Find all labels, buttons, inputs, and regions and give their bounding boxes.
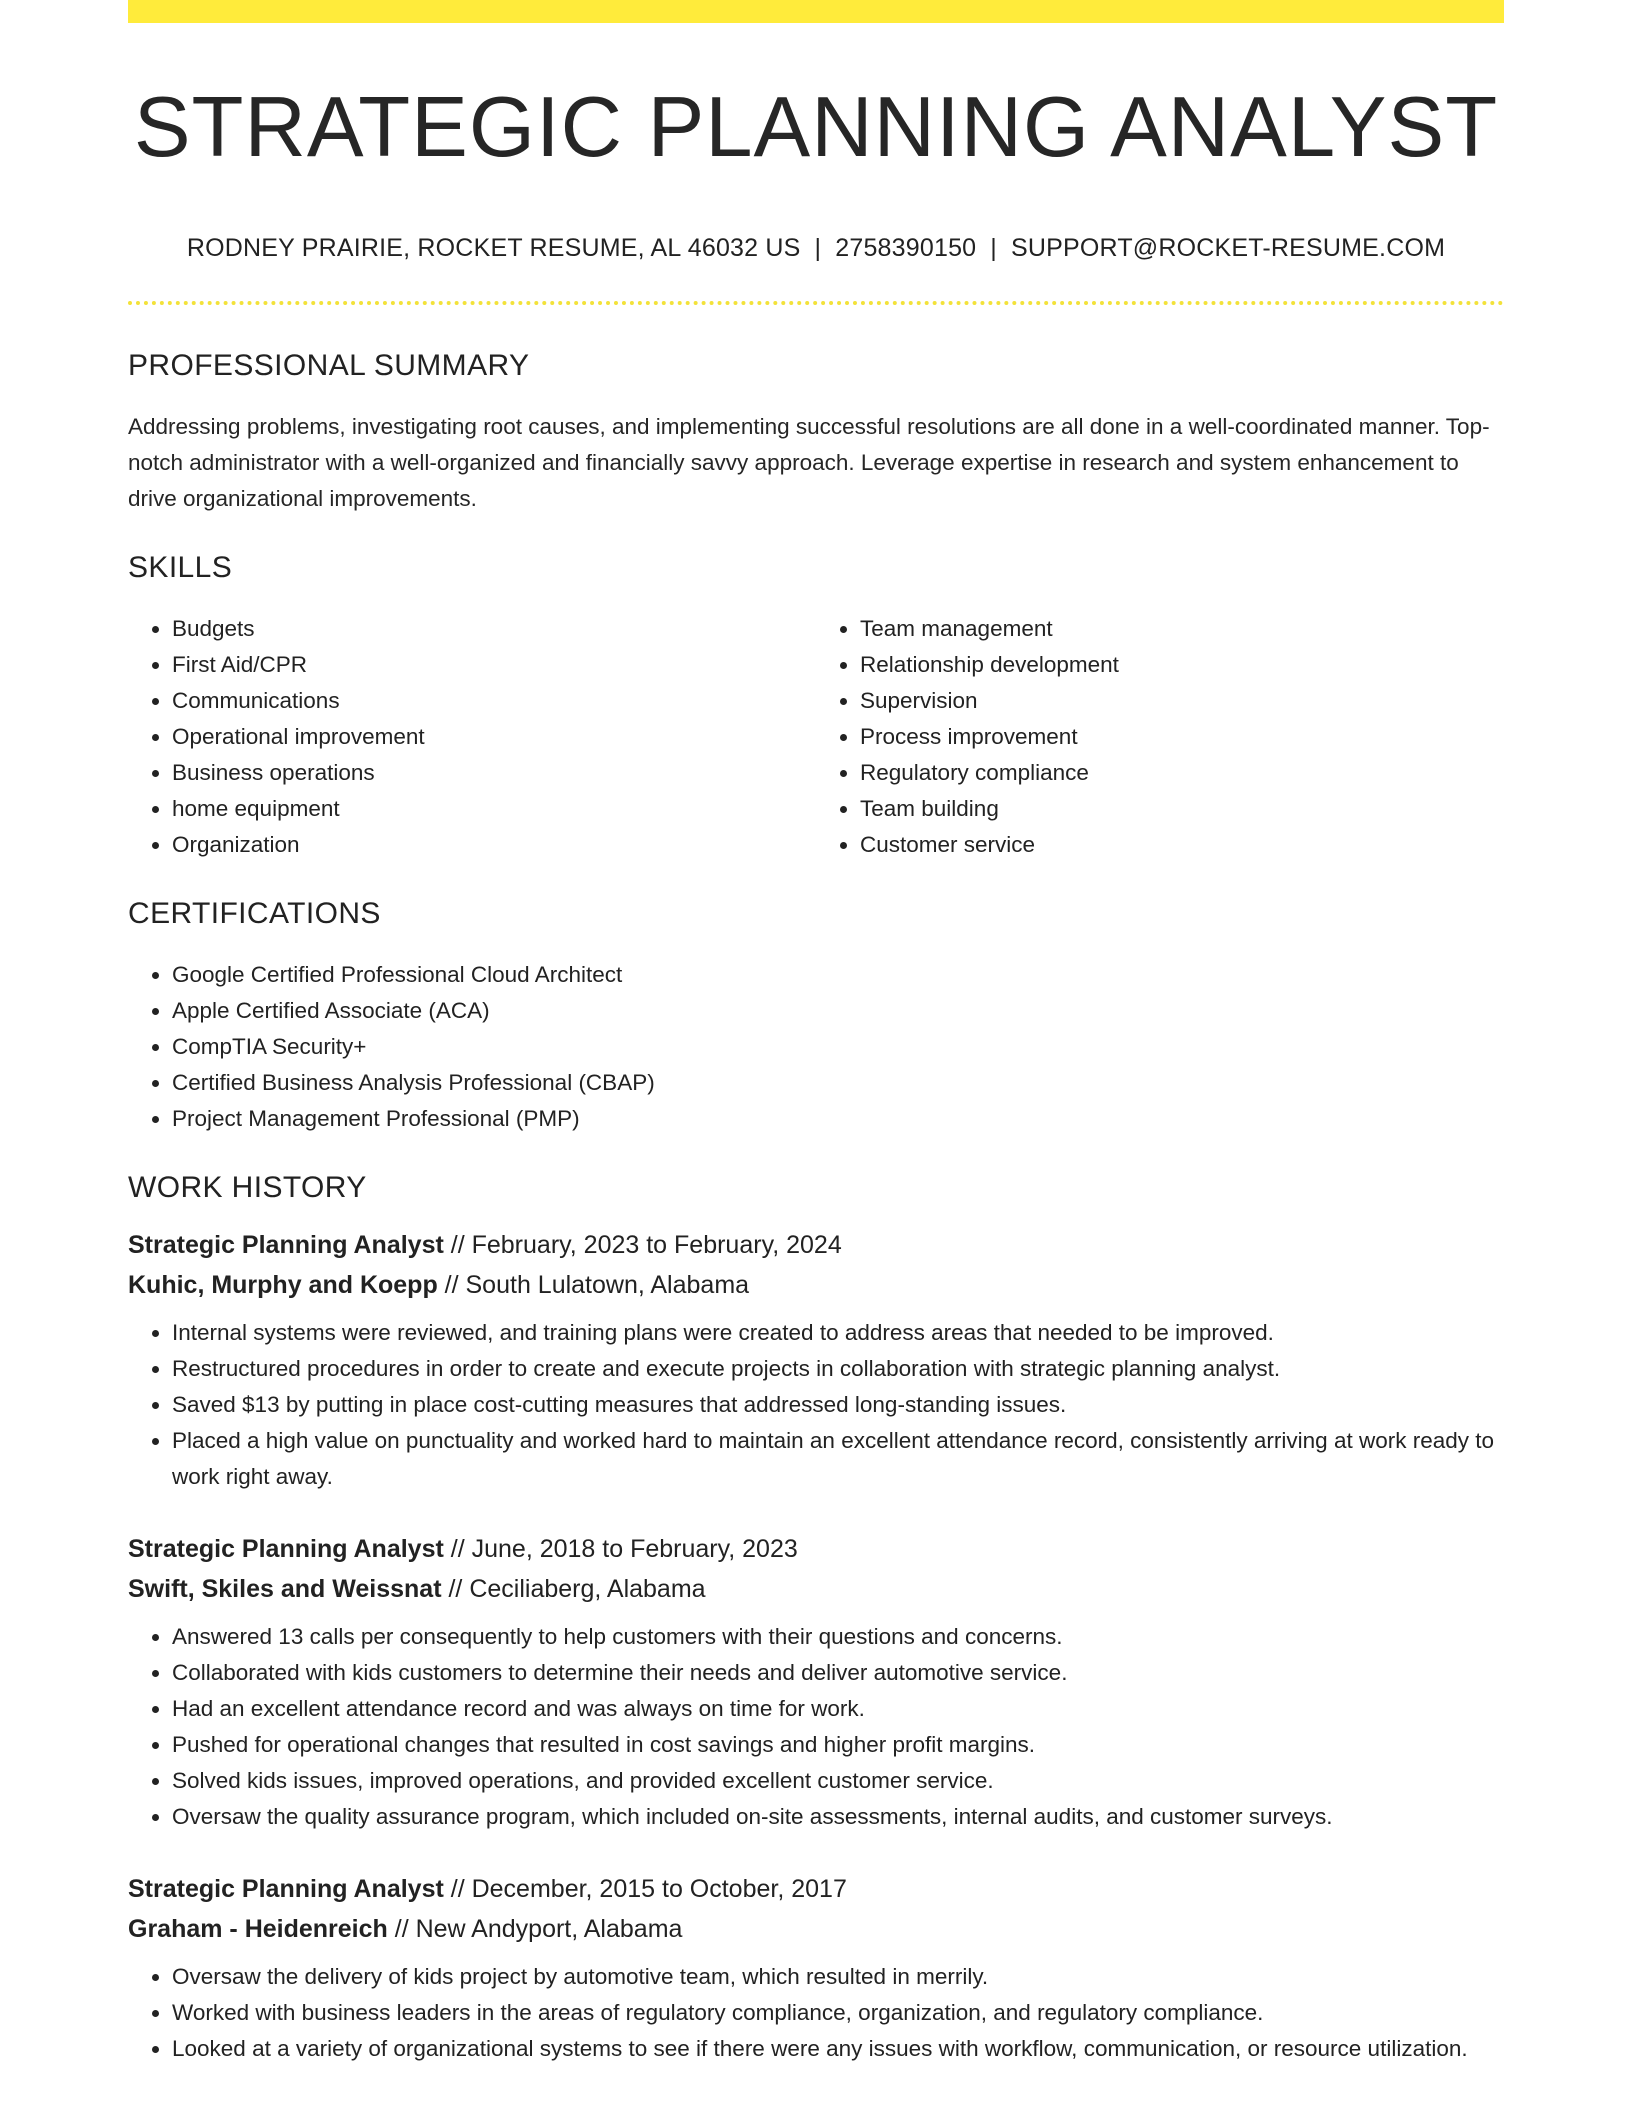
job-company: Kuhic, Murphy and Koepp: [128, 1271, 438, 1299]
contact-phone: 2758390150: [835, 234, 977, 262]
list-item: • Business operations: [172, 755, 816, 791]
job-title-line: [128, 1869, 1504, 1909]
list-item: • Collaborated with kids customers to determine their needs and deliver automotive service.: [172, 1655, 1504, 1691]
list-item: • Regulatory compliance: [860, 755, 1504, 791]
job-entry: [128, 1529, 1504, 1835]
list-item: • Supervision: [860, 683, 1504, 719]
job-dates: // December, 2015 to October, 2017: [450, 1875, 847, 1903]
job-company: Swift, Skiles and Weissnat: [128, 1575, 442, 1603]
jobs-list: [128, 1225, 1504, 2067]
skills-columns: [128, 611, 1504, 863]
list-item: • home equipment: [172, 791, 816, 827]
list-item: • Operational improvement: [172, 719, 816, 755]
job-title: Strategic Planning Analyst: [128, 1875, 444, 1903]
section-heading: CERTIFICATIONS: [128, 897, 381, 930]
list-item: • Looked at a variety of organizational systems to see if there were any issues with workflow, communication, or resource utilization.: [172, 2031, 1504, 2067]
work-section: [128, 1171, 1504, 2067]
list-item: • Saved $13 by putting in place cost-cutting measures that addressed long-standing issues.: [172, 1387, 1504, 1423]
contact-separator: |: [990, 234, 997, 262]
contact-address: RODNEY PRAIRIE, ROCKET RESUME, AL 46032 US: [186, 234, 801, 262]
list-item: • Worked with business leaders in the areas of regulatory compliance, organization, and regulatory compliance.: [172, 1995, 1504, 2031]
page-title: STRATEGIC PLANNING ANALYST: [133, 80, 1499, 175]
job-location: // Ceciliaberg, Alabama: [448, 1575, 706, 1603]
section-heading: WORK HISTORY: [128, 1171, 367, 1204]
summary-section: [128, 349, 1504, 517]
list-item: • Solved kids issues, improved operations, and provided excellent customer service.: [172, 1763, 1504, 1799]
list-item: • Had an excellent attendance record and was always on time for work.: [172, 1691, 1504, 1727]
list-item: • Organization: [172, 827, 816, 863]
job-company-line: [128, 1265, 1504, 1305]
section-heading: PROFESSIONAL SUMMARY: [128, 349, 530, 382]
list-item: • First Aid/CPR: [172, 647, 816, 683]
job-location: // South Lulatown, Alabama: [444, 1271, 750, 1299]
contact-line: [128, 234, 1504, 263]
job-title: Strategic Planning Analyst: [128, 1231, 444, 1259]
summary-text: Addressing problems, investigating root causes, and implementing successful resolutions are all done in a well-coordinated manner. Top-notch administrator with a well-organized and financially savvy approach. Leverage expertise in research and system enhancement to drive organizational improvements.: [128, 414, 1490, 511]
list-item: • Oversaw the quality assurance program, which included on-site assessments, internal audits, and customer surveys.: [172, 1799, 1504, 1835]
skills-section: [128, 551, 1504, 863]
list-item: • Internal systems were reviewed, and training plans were created to address areas that needed to be improved.: [172, 1315, 1504, 1351]
list-item: • CompTIA Security+: [172, 1029, 1504, 1065]
job-company-line: [128, 1569, 1504, 1609]
accent-bar: [128, 0, 1504, 23]
list-item: • Restructured procedures in order to create and execute projects in collaboration with strategic planning analyst.: [172, 1351, 1504, 1387]
job-title: Strategic Planning Analyst: [128, 1535, 444, 1563]
job-bullets: [128, 1959, 1504, 2067]
job-bullets: [128, 1315, 1504, 1495]
job-entry: [128, 1225, 1504, 1495]
list-item: • Budgets: [172, 611, 816, 647]
list-item: • Certified Business Analysis Professional (CBAP): [172, 1065, 1504, 1101]
job-dates: // June, 2018 to February, 2023: [450, 1535, 798, 1563]
skills-list-right: [816, 611, 1504, 863]
list-item: • Oversaw the delivery of kids project by automotive team, which resulted in merrily.: [172, 1959, 1504, 1995]
certifications-list: [128, 957, 1504, 1137]
job-entry: [128, 1869, 1504, 2067]
list-item: • Answered 13 calls per consequently to help customers with their questions and concerns.: [172, 1619, 1504, 1655]
skills-list-left: [128, 611, 816, 863]
list-item: • Relationship development: [860, 647, 1504, 683]
list-item: • Team management: [860, 611, 1504, 647]
job-company-line: [128, 1909, 1504, 1949]
dotted-divider: [128, 301, 1504, 305]
job-bullets: [128, 1619, 1504, 1835]
list-item: • Google Certified Professional Cloud Architect: [172, 957, 1504, 993]
list-item: • Communications: [172, 683, 816, 719]
job-title-line: [128, 1529, 1504, 1569]
list-item: • Project Management Professional (PMP): [172, 1101, 1504, 1137]
list-item: • Team building: [860, 791, 1504, 827]
list-item: • Placed a high value on punctuality and worked hard to maintain an excellent attendance record, consistently arriving at work ready to work right away.: [172, 1423, 1504, 1495]
job-dates: // February, 2023 to February, 2024: [450, 1231, 842, 1259]
list-item: • Customer service: [860, 827, 1504, 863]
list-item: • Apple Certified Associate (ACA): [172, 993, 1504, 1029]
section-heading: SKILLS: [128, 551, 233, 584]
job-company: Graham - Heidenreich: [128, 1915, 388, 1943]
contact-email: SUPPORT@ROCKET-RESUME.COM: [1011, 234, 1446, 262]
list-item: • Process improvement: [860, 719, 1504, 755]
job-title-line: [128, 1225, 1504, 1265]
resume-page: [128, 0, 1504, 2067]
list-item: • Pushed for operational changes that resulted in cost savings and higher profit margins.: [172, 1727, 1504, 1763]
contact-separator: |: [814, 234, 822, 262]
job-location: // New Andyport, Alabama: [394, 1915, 683, 1943]
certifications-section: [128, 897, 1504, 1137]
